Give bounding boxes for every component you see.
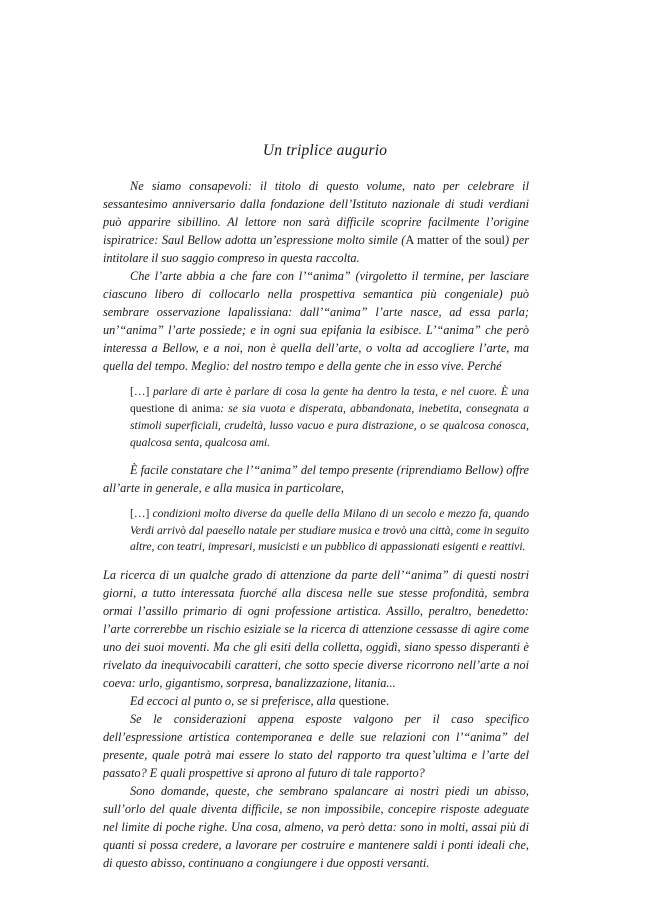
paragraph-5-emphasis: questione. [338,694,390,709]
paragraph-7: Sono domande, queste, che sembrano spalancare ai nostri piedi un abisso, sull’orlo del quale diventa difficile, se non impossibile, concepire risposte adeguate nel limite di poche righe. Una cosa, almeno, va però detta: sono in molti, assai più di quanti si possa credere, a lavorare per costruire e mantenere saldi i ponti ideali che, di questo abisso, continuano a congiungere i due opposti versanti. [103,784,529,871]
paragraph-5 [103,692,529,710]
paragraph-1-text: Ne siamo consapevoli: il titolo di questo volume, nato per celebrare il sessantesimo anniversario dalla fondazione dell’Istituto nazionale di studi verdiani può apparire sibillino. Al lettore non sarà difficile scoprire facilmente l’origine ispiratrice: Saul Bellow adotta un’espressione molto simile ( [103,179,529,247]
page-title: Un triplice augurio [262,142,388,159]
ellipsis-bracket: […] [130,506,153,520]
quote-1-text-end: : se sia vuota e disperata, abbandonata, inebetita, consegnata a stimoli superficiali, crudeltà, lusso vacuo e pura distrazione, o se qualcosa conosca, qualcosa senta, qualcosa ami. [130,401,529,449]
bellow-title-quote: A matter of the soul [405,233,505,247]
block-quote-1 [130,384,529,452]
article-body [103,177,529,872]
quote-1-text: parlare di arte è parlare di cosa la gente ha dentro la testa, e nel cuore. È una [152,385,529,398]
paragraph-6: Se le considerazioni appena esposte valgono per il caso specifico dell’espressione artistica contemporanea e delle sue relazioni con l’“anima” del presente, quale potrà mai essere lo stato del rapporto tra quest’ultima e l’arte del passato? E quali prospettive si aprono al futuro di tale rapporto? [103,712,529,781]
ellipsis-bracket: […] [130,385,153,398]
paragraph-1-end: ) per intitolare il suo saggio compreso in questa raccolta. [103,233,529,265]
quote-1-emphasis: questione di anima [130,401,221,415]
paragraph-2: Che l’arte abbia a che fare con l’“anima” (virgoletto il termine, per lasciare ciascuno libero di collocarlo nella prospettiva semantica più congeniale) può sembrare osservazione lapalissiana: dall’“anima” l’arte nasce, ad essa parla; un’“anima” l’arte possiede; e in ogni sua epifania la esibisce. L’“anima” che però interessa a Bellow, e a noi, non è quella dell’arte, o volta ad accogliere l’arte, ma quella del tempo. Meglio: del nostro tempo e della gente che in esso vive. Perché [103,269,529,373]
quote-2-text: condizioni molto diverse da quelle della Milano di un secolo e mezzo fa, quando Verdi arrivò dal paesello natale per studiare musica e trovò una città, come in seguito altre, con teatri, impresari, musicisti e un pubblico di appassionati esigenti e reattivi. [130,506,529,554]
paragraph-4: La ricerca di un qualche grado di attenzione da parte dell’“anima” di questi nostri giorni, a tutto interessata fuorché alla discesa nelle sue stesse profondità, sembra ormai l’assillo primario di ogni professione artistica. Assillo, peraltro, benedetto: l’arte correrebbe un rischio esiziale se la ricerca di attenzione cessasse di agire come uno dei suoi moventi. Ma che gli esiti della colletta, oggidì, siano spesso disperanti è rivelato da inequivocabili caratteri, che sotto specie diverse ricorrono nell’arte a noi coeva: urlo, gigantismo, sorpresa, banalizzazione, litania... [103,568,529,691]
paragraph-3: È facile constatare che l’“anima” del tempo presente (riprendiamo Bellow) offre all’arte in generale, e alla musica in particolare, [103,462,529,495]
block-quote-2 [130,506,529,557]
paragraph-5-text: Ed eccoci al punto o, se si preferisce, alla [130,694,339,709]
paragraph-1 [103,177,529,267]
